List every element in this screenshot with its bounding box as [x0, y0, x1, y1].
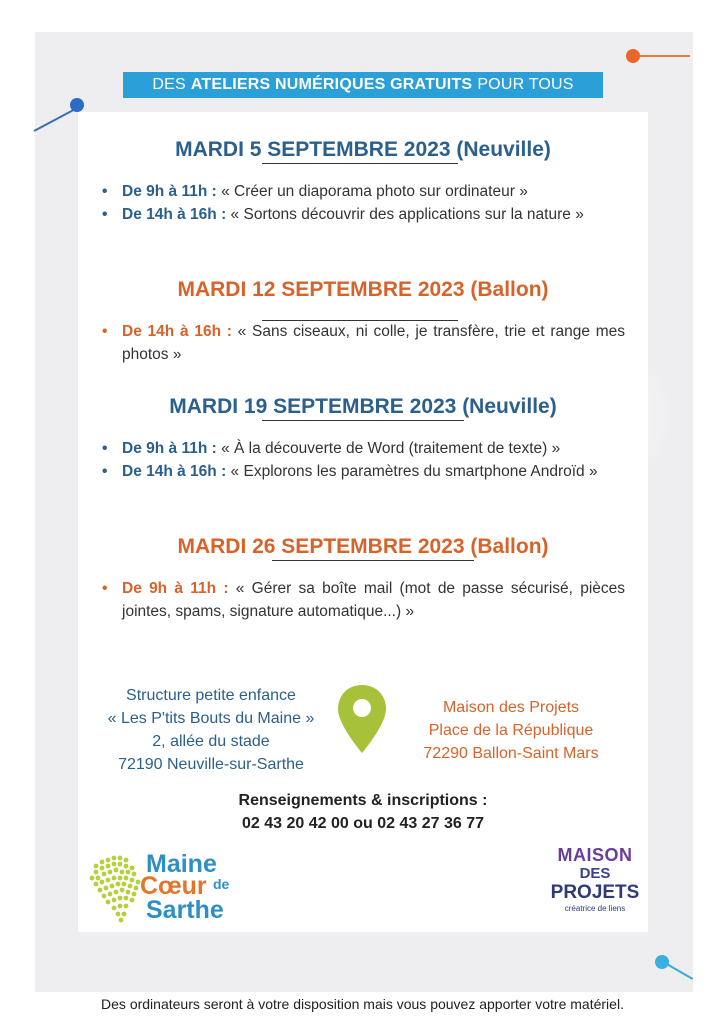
- logo-maison-line3: PROJETS: [550, 882, 640, 903]
- item-text: « Sans ciseaux, ni colle, je transfère, trie et range mes photos »: [122, 323, 625, 363]
- logo-maison-line1: MAISON: [557, 845, 633, 865]
- title-underline-3: [262, 420, 464, 421]
- list-item: [100, 577, 625, 623]
- decor-dot-orange: [626, 49, 640, 63]
- bullet-icon: •: [102, 183, 108, 200]
- section-list-2: [100, 320, 625, 366]
- section-title-3: MARDI 19 SEPTEMBRE 2023 (Neuville): [169, 395, 557, 418]
- bullet-icon: •: [102, 580, 108, 597]
- decor-line-top-right: [640, 55, 690, 57]
- bullet-icon: •: [102, 440, 108, 457]
- contact-phones: 02 43 20 42 00 ou 02 43 27 36 77: [242, 815, 484, 832]
- item-text: « Gérer sa boîte mail (mot de passe sécurisé, pièces jointes, spams, signature automatique...) »: [122, 580, 625, 620]
- decor-dot-cyan: [655, 955, 669, 969]
- header-banner: [123, 72, 603, 98]
- item-text: « À la découverte de Word (traitement de texte) »: [216, 440, 561, 457]
- item-text: « Explorons les paramètres du smartphone Androïd »: [226, 463, 598, 480]
- address-neuville: [90, 684, 332, 776]
- address-line: Maison des Projets: [442, 699, 580, 716]
- list-item: [100, 460, 625, 483]
- section-list-4: [100, 577, 625, 623]
- section-title-1: MARDI 5 SEPTEMBRE 2023 (Neuville): [175, 138, 551, 161]
- bullet-icon: •: [102, 463, 108, 480]
- banner-pre: DES: [152, 76, 186, 93]
- address-line: Place de la République: [428, 722, 594, 739]
- address-line: 2, allée du stade: [152, 733, 270, 750]
- title-underline-4: [272, 560, 474, 561]
- list-item: [100, 203, 625, 226]
- logo-maison-des-projets: [545, 845, 645, 930]
- footer-note: Des ordinateurs seront à votre disposition mais vous pouvez apporter votre matériel.: [101, 996, 624, 1012]
- address-ballon: [405, 696, 617, 765]
- logo-word-maine: Maine: [146, 850, 217, 878]
- logo-word-coeur: Cœur: [140, 872, 207, 900]
- logo-word-sarthe: Sarthe: [146, 896, 224, 924]
- item-time: De 9h à 11h :: [122, 580, 229, 597]
- section-list-3: [100, 437, 625, 483]
- section-title-4: MARDI 26 SEPTEMBRE 2023 (Ballon): [177, 535, 549, 558]
- item-text: « Sortons découvrir des applications sur la nature »: [226, 206, 584, 223]
- banner-post: POUR TOUS: [477, 76, 574, 93]
- address-line: Structure petite enfance: [126, 687, 296, 704]
- logo-word-de: de: [213, 876, 230, 892]
- section-title-2: MARDI 12 SEPTEMBRE 2023 (Ballon): [177, 278, 549, 301]
- item-time: De 9h à 11h :: [122, 183, 217, 200]
- list-item: [100, 320, 625, 366]
- address-line: 72290 Ballon-Saint Mars: [423, 745, 599, 762]
- item-text: « Créer un diaporama photo sur ordinateur »: [216, 183, 528, 200]
- logo-maine-coeur-de-sarthe: [88, 852, 278, 927]
- address-line: 72190 Neuville-sur-Sarthe: [118, 756, 304, 773]
- item-time: De 14h à 16h :: [122, 323, 232, 340]
- location-pin-icon: [336, 683, 388, 755]
- list-item: [100, 437, 625, 460]
- decor-dot-blue: [70, 98, 84, 112]
- logo-maison-line2: DES: [579, 865, 611, 882]
- contact-label: Renseignements & inscriptions :: [238, 792, 488, 809]
- bullet-icon: •: [102, 323, 108, 340]
- address-line: « Les P'tits Bouts du Maine »: [107, 710, 315, 727]
- item-time: De 14h à 16h :: [122, 463, 227, 480]
- item-time: De 9h à 11h :: [122, 440, 217, 457]
- banner-bold: ATELIERS NUMÉRIQUES GRATUITS: [190, 76, 473, 93]
- title-underline-1: [262, 163, 458, 164]
- list-item: [100, 180, 625, 203]
- bullet-icon: •: [102, 206, 108, 223]
- logo-maison-tagline: créatrice de liens: [564, 904, 626, 913]
- section-list-1: [100, 180, 625, 226]
- item-time: De 14h à 16h :: [122, 206, 227, 223]
